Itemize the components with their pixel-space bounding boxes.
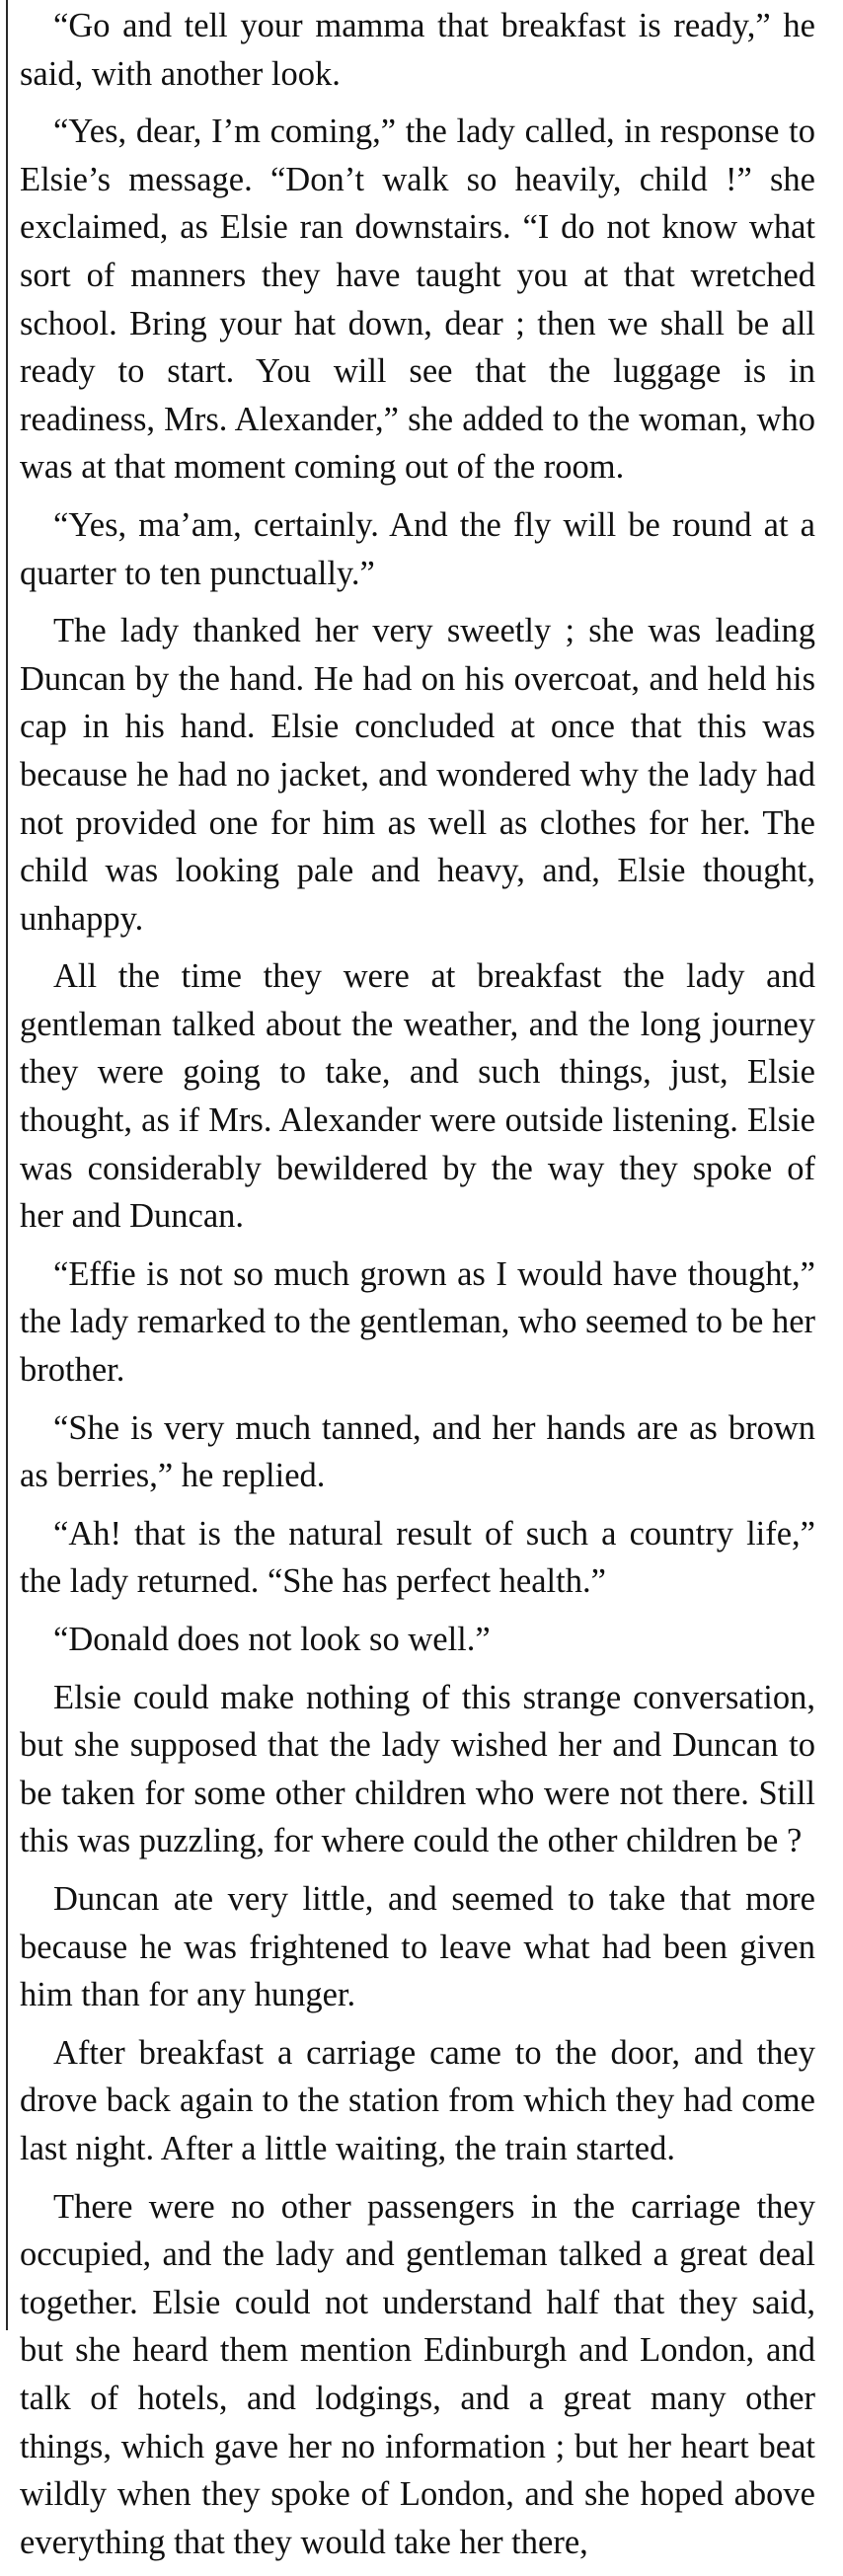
paragraph: Duncan ate very little, and seemed to take that more because he was frightened to leave what had been given him than for any hunger. [20,1879,815,2014]
paragraph: “She is very much tanned, and her hands are as brown as berries,” he replied. [20,1408,815,1495]
paragraph: “Donald does not look so well.” [53,1621,491,1658]
page-text [20,2,815,2576]
paragraph: All the time they were at breakfast the lady and gentleman talked about the weather, and the long journey they were going to take, and such things, just, Elsie thought, as if Mrs. Alexander were outside listening. Elsie was considerably bewildered by the way they spoke of her and Duncan. [20,957,815,1236]
paragraph: “Yes, dear, I’m coming,” the lady called, in response to Elsie’s message. “Don’t walk so heavily, child !” she exclaimed, as Elsie ran downstairs. “I do not know what sort of manners they have taught you at that wretched school. Bring your hat down, dear ; then we shall be all ready to start. You will see that the luggage is in readiness, Mrs. Alexander,” she added to the woman, who was at that moment coming out of the room. [20,113,815,487]
paragraph: After breakfast a carriage came to the door, and they drove back again to the station from which they had come last night. After a little waiting, the train started. [20,2033,815,2167]
paragraph: “Ah! that is the natural result of such a country life,” the lady returned. “She has perfect health.” [20,1514,815,1601]
paragraph: There were no other passengers in the carriage they occupied, and the lady and gentleman talked a great deal together. Elsie could not understand half that they said, but she heard them mention Edinburgh and London, and talk of hotels, and lodgings, and a great many other things, which gave her no information ; but her heart beat wildly when they spoke of London, and she hoped above everything that they would take her there, [20,2187,815,2561]
margin-rule [6,0,8,2330]
paragraph: “Effie is not so much grown as I would have thought,” the lady remarked to the gentleman, who seemed to be her brother. [20,1254,815,1390]
paragraph: “Yes, ma’am, certainly. And the fly will be round at a quarter to ten punctually.” [20,505,815,592]
paragraph: Elsie could make nothing of this strange conversation, but she supposed that the lady wished her and Duncan to be taken for some other children who were not there. Still this was puzzling, for where could the other children be ? [20,1678,815,1860]
paragraph: “Go and tell your mamma that breakfast is ready,” he said, with another look. [20,7,815,93]
paragraph: The lady thanked her very sweetly ; she was leading Duncan by the hand. He had on his overcoat, and held his cap in his hand. Elsie concluded at once that this was because he had no jacket, and wondered why the lady had not provided one for him as well as clothes for her. The child was looking pale and heavy, and, Elsie thought, unhappy. [20,612,815,938]
